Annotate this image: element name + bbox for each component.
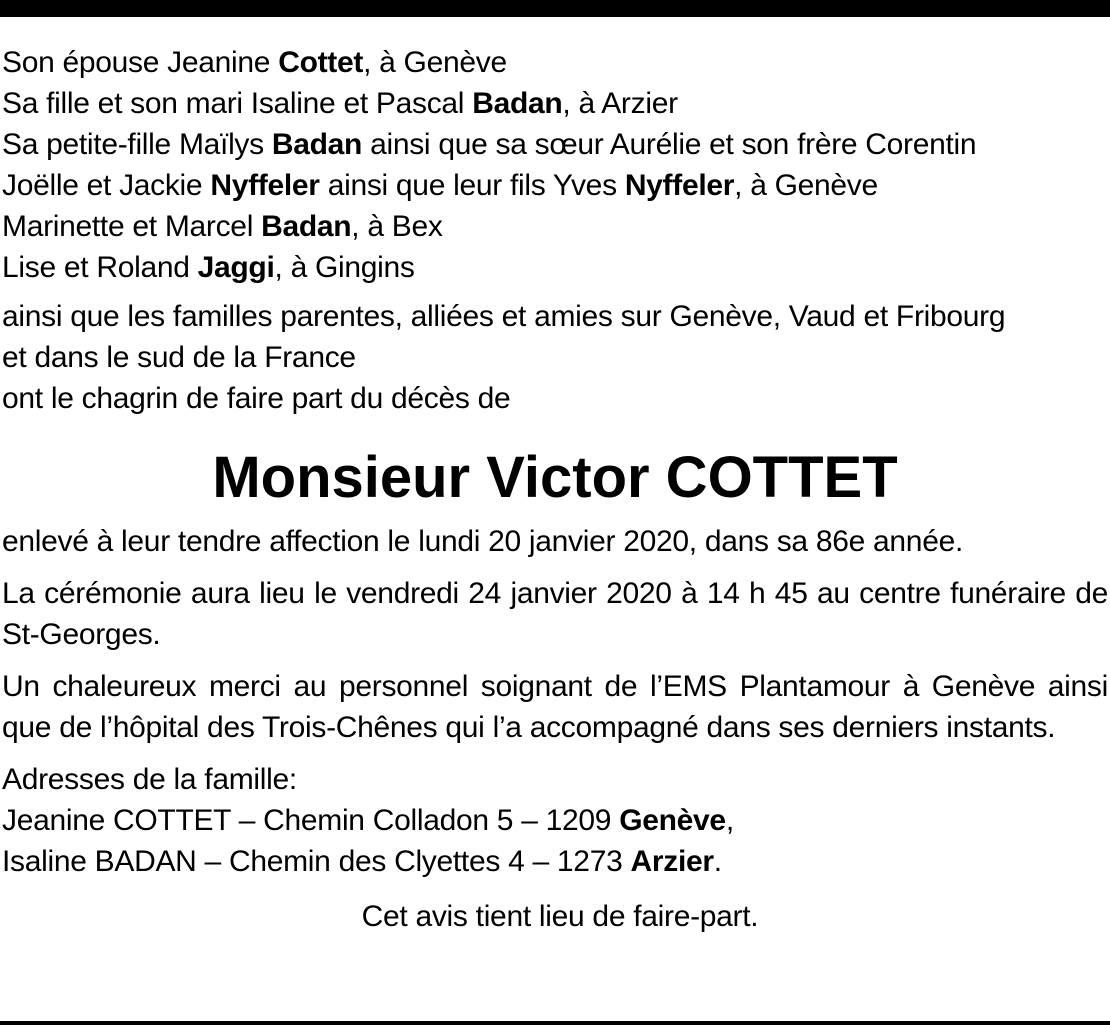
address-line: Isaline BADAN – Chemin des Clyettes 4 – 1273 Arzier. [2,845,722,878]
relatives-line: ainsi que les familles parentes, alliées et amies sur Genève, Vaud et Fribourg [2,300,1006,333]
addresses-title: Adresses de la famille: [2,763,297,796]
family-surname: Badan [271,128,363,161]
addresses-block [2,759,1108,882]
family-surname: Nyffeler [624,169,735,202]
death-info: enlevé à leur tendre affection le lundi 20 janvier 2020, dans sa 86e année. [2,525,963,558]
family-list [2,42,1108,288]
family-line: Son épouse Jeanine Cottet, à Genève [2,46,507,79]
death-notice [2,42,1108,937]
family-line: Sa petite-fille Maïlys Badan ainsi que sa sœur Aurélie et son frère Corentin [2,128,977,161]
bottom-rule [0,1021,1110,1025]
ceremony-info: La cérémonie aura lieu le vendredi 24 janvier 2020 à 14 h 45 au centre funéraire de St-Georges. [2,577,1108,651]
deceased-name: Monsieur Victor COTTET [212,445,898,510]
family-surname: Nyffeler [210,169,320,202]
relatives-block [2,296,1108,419]
family-line: Marinette et Marcel Badan, à Bex [2,210,443,243]
address-city: Genève [619,804,726,837]
relatives-line: et dans le sud de la France [2,341,356,374]
thanks-text: Un chaleureux merci au personnel soignant de l’EMS Plantamour à Genève ainsi que de l’hôpital des Trois-Chênes qui l’a accompagné dans ses derniers instants. [2,670,1108,744]
address-city: Arzier [630,845,714,878]
family-surname: Jaggi [197,251,275,284]
family-surname: Badan [261,210,352,243]
closing-note: Cet avis tient lieu de faire-part. [361,900,759,933]
family-surname: Cottet [278,46,364,79]
top-rule [0,0,1110,17]
family-line: Lise et Roland Jaggi, à Gingins [2,251,415,284]
address-line: Jeanine COTTET – Chemin Colladon 5 – 1209 Genève, [2,804,734,837]
family-line: Joëlle et Jackie Nyffeler ainsi que leur fils Yves Nyffeler, à Genève [2,169,878,202]
announcement-text: ont le chagrin de faire part du décès de [2,382,511,415]
family-surname: Badan [472,87,563,120]
family-line: Sa fille et son mari Isaline et Pascal Badan, à Arzier [2,87,678,120]
